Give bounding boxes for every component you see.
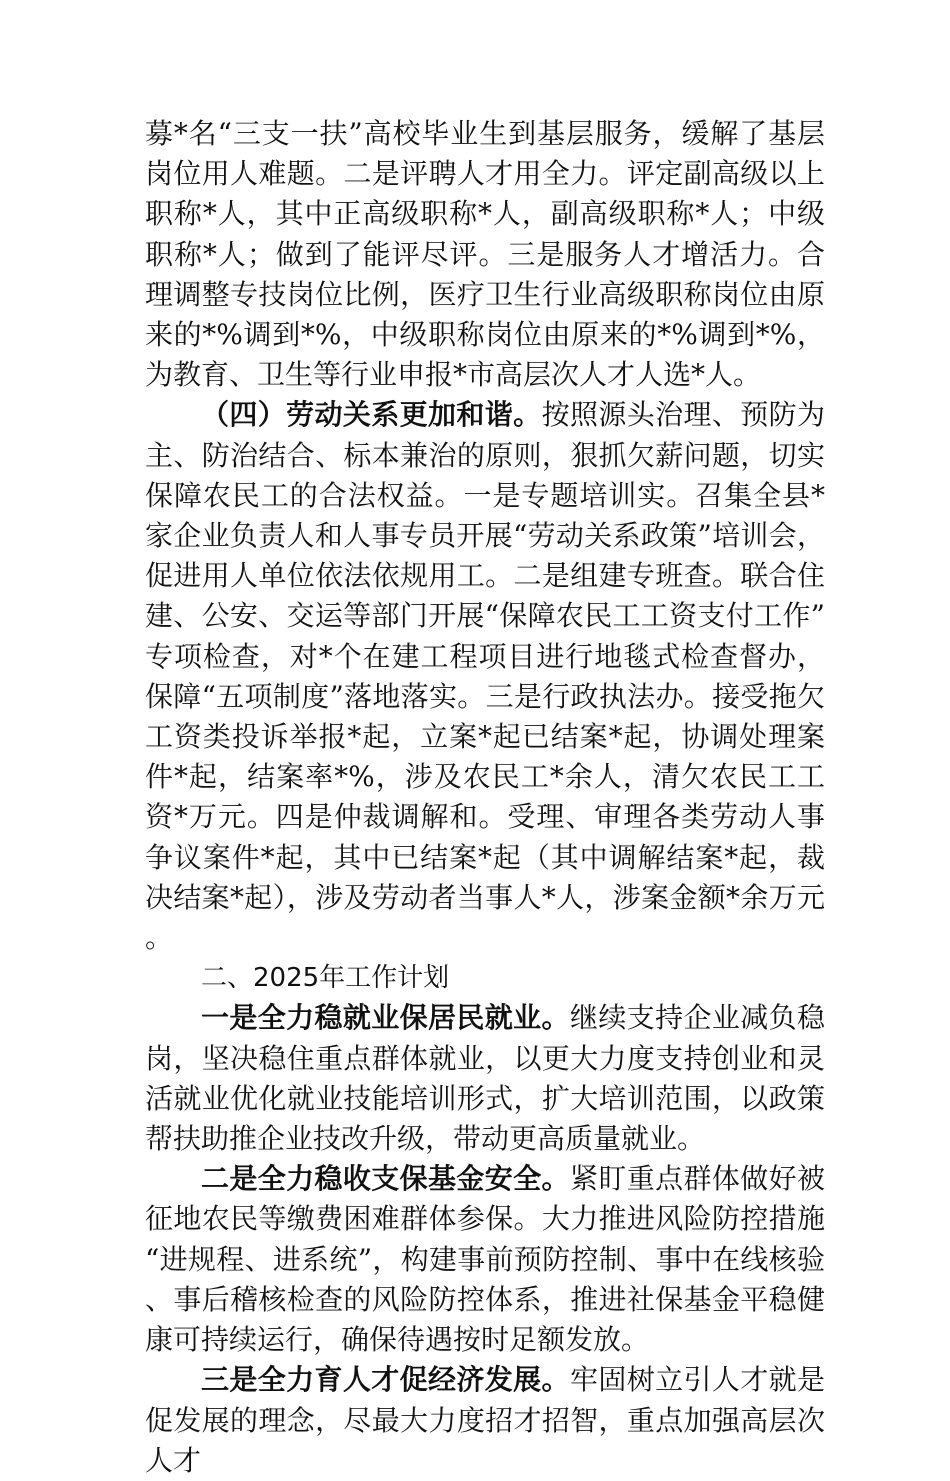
plan-item-fund-safety: [145, 1159, 825, 1360]
plan-text: 紧盯重点群体做好被征地农民等缴费困难群体参保。大力推进风险防控措施“进规程、进系统”，构建事前预防控制、事中在线核验、事后稽核检查的风险防控体系，推进社保基金平稳健康可持续运行，确保待遇按时足额发放。: [145, 1162, 825, 1357]
plan-text: 牢固树立引人才就是促发展的理念，尽最大力度招才招智，重点加强高层次人才: [145, 1363, 825, 1477]
plan-text: 继续支持企业减负稳岗，坚决稳住重点群体就业，以更大力度支持创业和灵活就业优化就业技能培训形式，扩大培训范围，以政策帮扶助推企业技改升级，带动更高质量就业。: [145, 1001, 825, 1156]
document-body: [145, 114, 825, 1481]
paragraph-text: 募*名“三支一扶”高校毕业生到基层服务，缓解了基层岗位用人难题。二是评聘人才用全力。评定副高级以上职称*人，其中正高级职称*人，副高级职称*人；中级职称*人；做到了能评尽评。三是服务人才增活力。合理调整专技岗位比例，医疗卫生行业高级职称岗位由原来的*%调到*%，中级职称岗位由原来的*%调到*%，为教育、卫生等行业申报*市高层次人才人选*人。: [145, 117, 825, 392]
plan-lead: 三是全力育人才促经济发展。: [201, 1363, 570, 1397]
paragraph-labor-relations: [145, 395, 825, 958]
plan-lead: 一是全力稳就业保居民就业。: [201, 1001, 570, 1035]
paragraph-text: 按照源头治理、预防为主、防治结合、标本兼治的原则，狠抓欠薪问题，切实保障农民工的合法权益。一是专题培训实。召集全县*家企业负责人和人事专员开展“劳动关系政策”培训会，促进用人单位依法依规用工。二是组建专班查。联合住建、公安、交运等部门开展“保障农民工工资支付工作”专项检查，对*个在建工程项目进行地毯式检查督办，保障“五项制度”落地落实。三是行政执法办。接受拖欠工资类投诉举报*起，立案*起已结案*起，协调处理案件*起，结案率*%，涉及农民工*余人，清欠农民工工资*万元。四是仲裁调解和。受理、审理各类劳动人事争议案件*起，其中已结案*起（其中调解结案*起，裁决结案*起），涉及劳动者当事人*人，涉案金额*余万元。: [145, 398, 825, 955]
paragraph-lead: （四）劳动关系更加和谐。: [201, 398, 542, 432]
plan-item-employment: [145, 998, 825, 1159]
section-heading: 二、2025年工作计划: [201, 963, 450, 994]
plan-item-talent-development: [145, 1360, 825, 1481]
plan-lead: 二是全力稳收支保基金安全。: [201, 1162, 570, 1196]
paragraph-talent-services: [145, 114, 825, 395]
